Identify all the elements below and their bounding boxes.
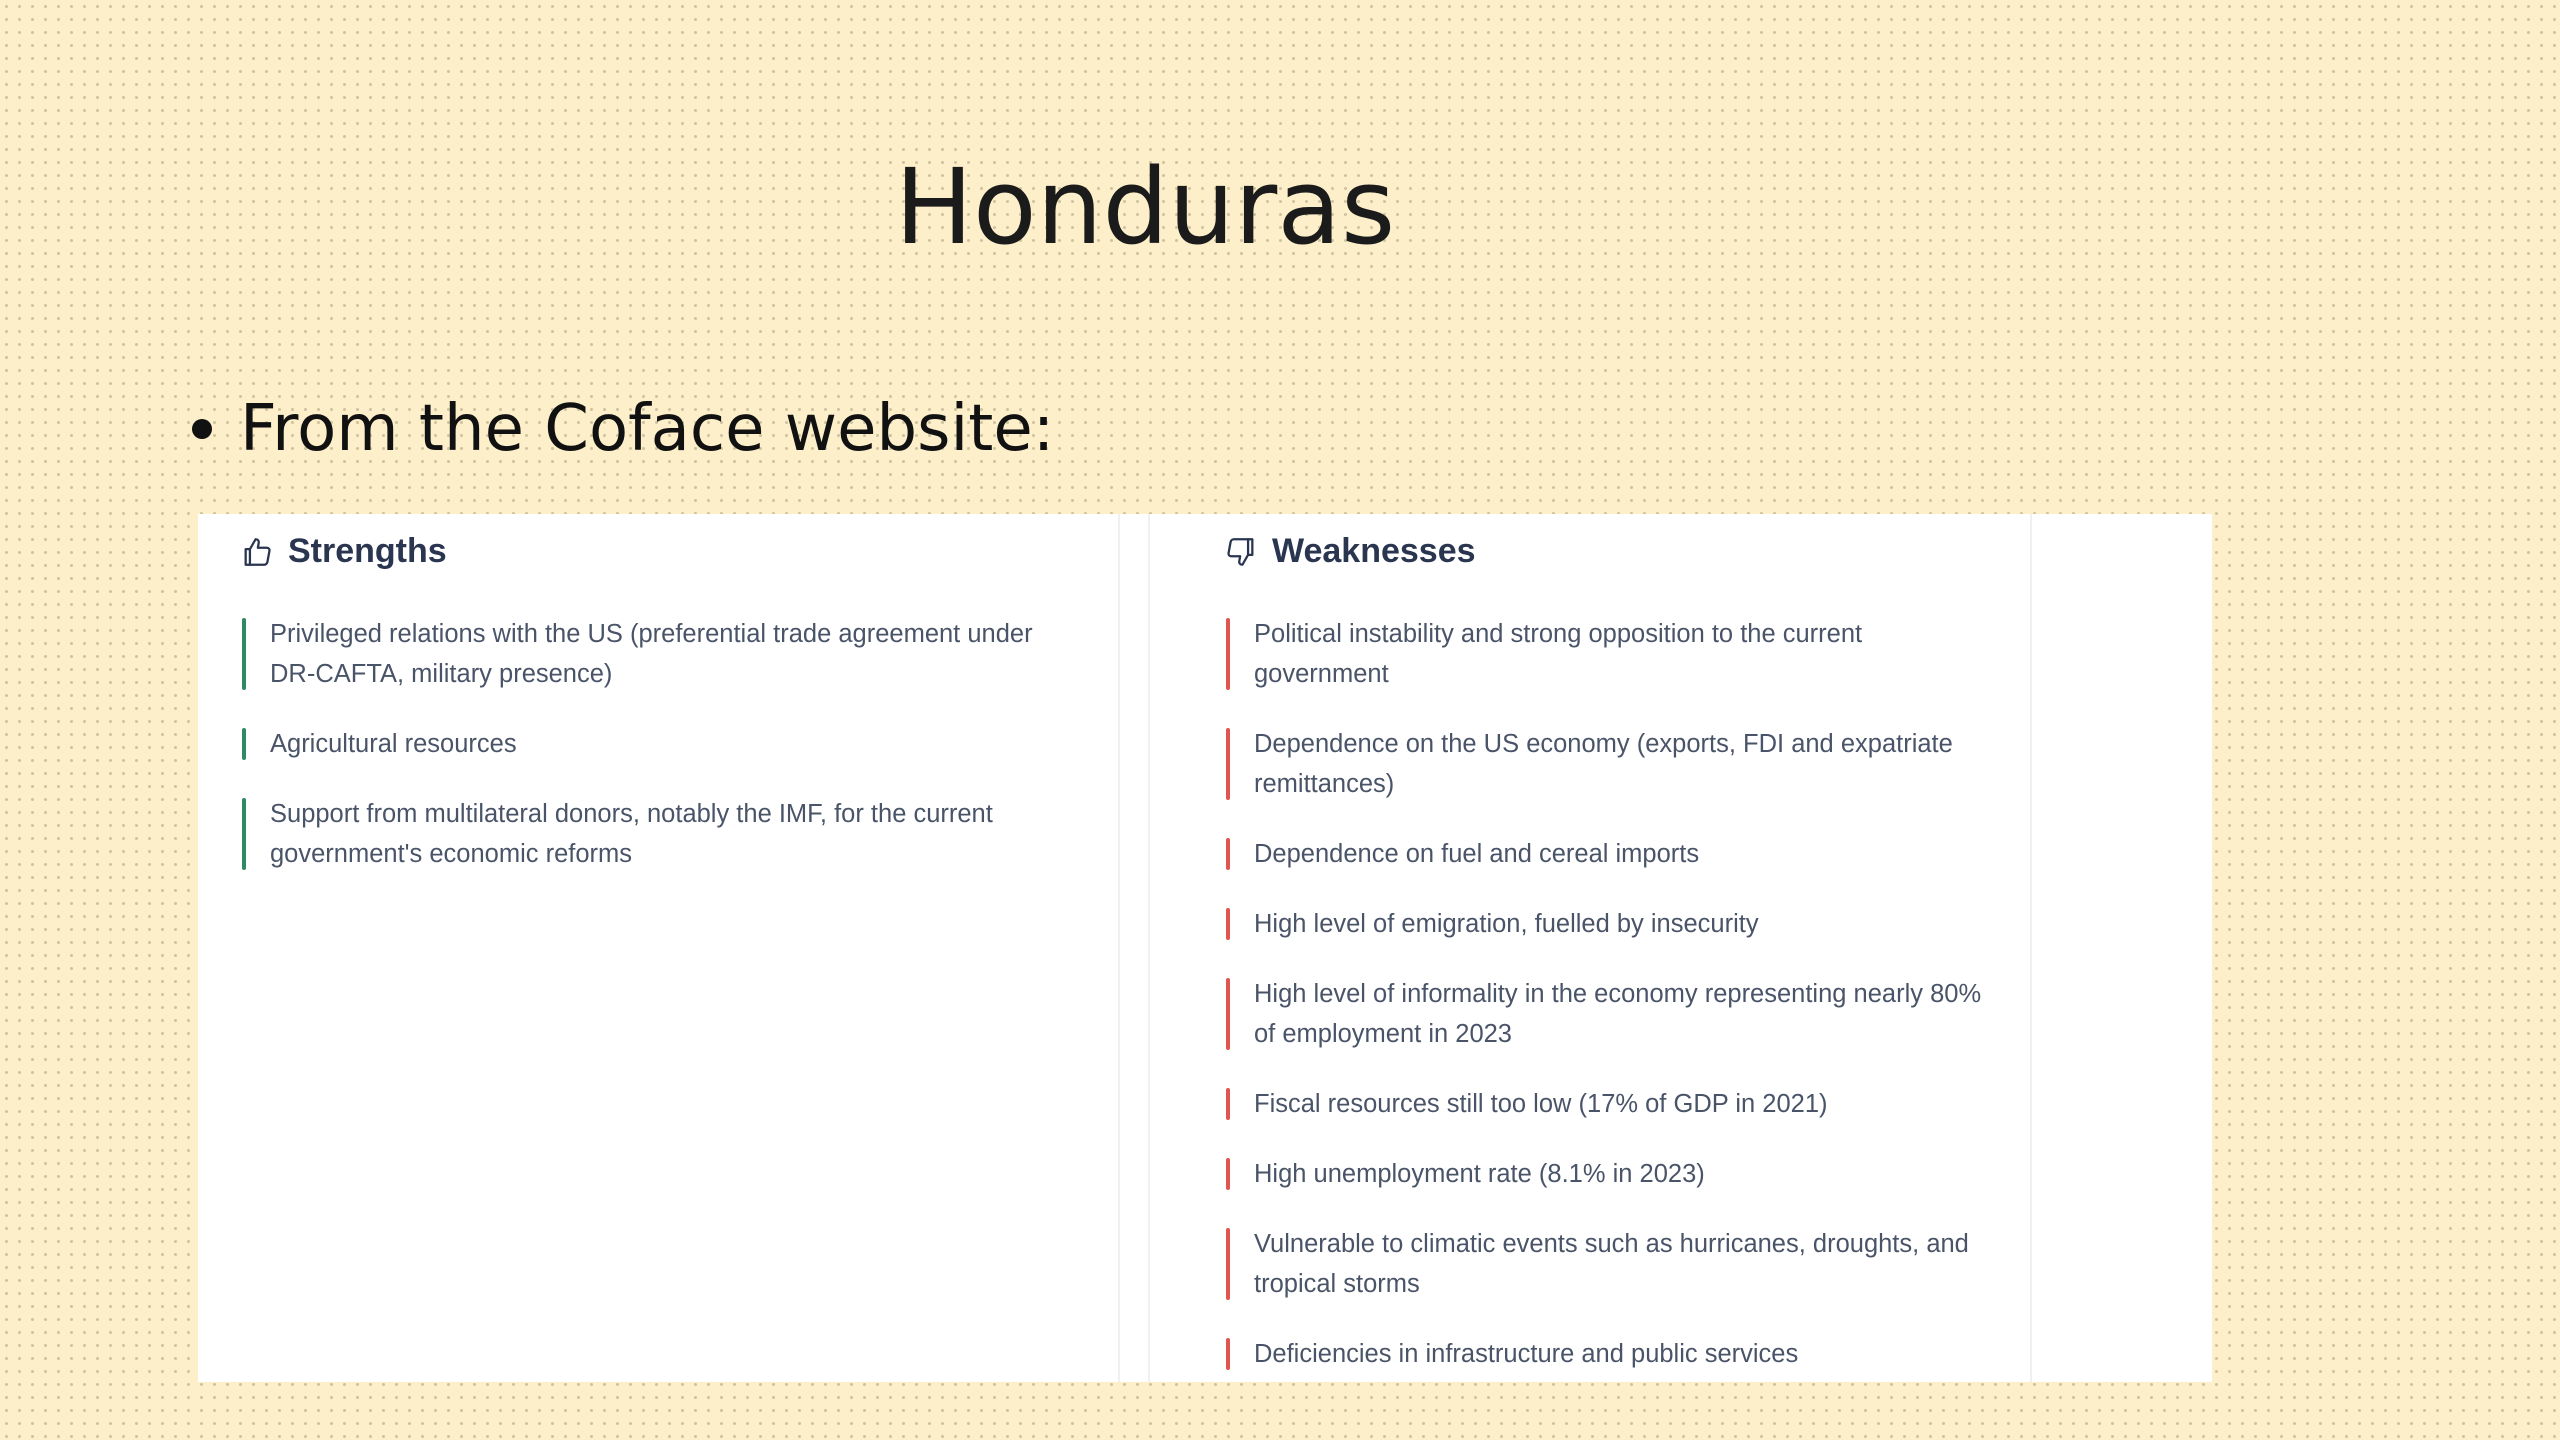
slide-title: Honduras [894, 146, 1396, 268]
strengths-list [242, 614, 1078, 904]
weakness-item: High unemployment rate (8.1% in 2023) [1226, 1154, 1990, 1194]
coface-screenshot-panel [198, 514, 2212, 1382]
thumbs-up-icon [240, 535, 274, 569]
weaknesses-list [1226, 614, 1990, 1382]
thumbs-down-icon [1224, 535, 1258, 569]
weaknesses-header [1224, 532, 1476, 571]
strengths-column [198, 514, 1120, 1382]
strength-item: Agricultural resources [242, 724, 1078, 764]
weakness-item: Fiscal resources still too low (17% of GDP in 2021) [1226, 1084, 1990, 1124]
weakness-item: Deficiencies in infrastructure and public services [1226, 1334, 1990, 1374]
weakness-item: High level of informality in the economy representing nearly 80% of employment in 2023 [1226, 974, 1990, 1054]
weakness-item: Vulnerable to climatic events such as hurricanes, droughts, and tropical storms [1226, 1224, 1990, 1304]
strength-item: Support from multilateral donors, notably the IMF, for the current government's economic reforms [242, 794, 1078, 874]
weakness-item: Dependence on the US economy (exports, FDI and expatriate remittances) [1226, 724, 1990, 804]
weakness-item: Political instability and strong opposition to the current government [1226, 614, 1990, 694]
bullet-point [192, 392, 1054, 466]
bullet-text: From the Coface website: [240, 392, 1055, 466]
weaknesses-column [1148, 514, 2032, 1382]
weaknesses-heading: Weaknesses [1272, 532, 1476, 570]
strengths-heading: Strengths [288, 532, 447, 570]
strengths-header [240, 532, 447, 571]
weakness-item: Dependence on fuel and cereal imports [1226, 834, 1990, 874]
bullet-dot-icon [192, 419, 212, 439]
weakness-item: High level of emigration, fuelled by insecurity [1226, 904, 1990, 944]
strength-item: Privileged relations with the US (preferential trade agreement under DR-CAFTA, military presence) [242, 614, 1078, 694]
